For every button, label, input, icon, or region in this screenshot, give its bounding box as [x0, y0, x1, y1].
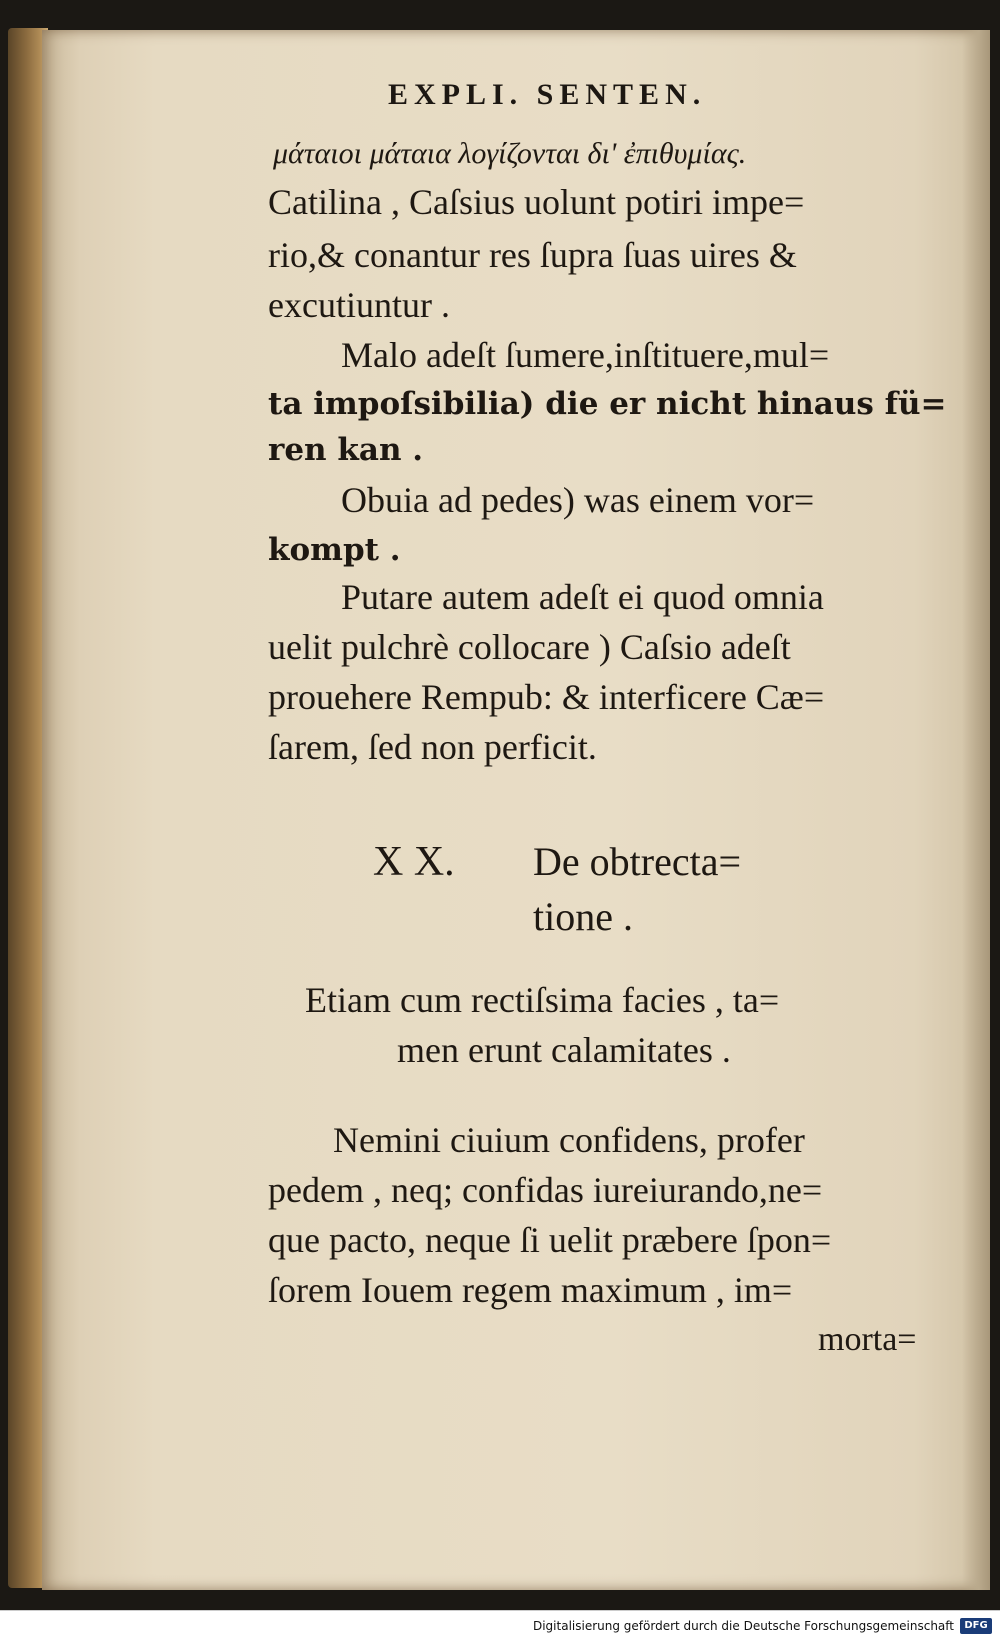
section-title: De obtrecta= — [533, 839, 742, 884]
text-line: prouehere Rempub: & interficere Cæ= — [268, 677, 825, 717]
text-line: ta impoſsibilia) die er nicht hinaus fü= — [268, 386, 947, 422]
text-line: Malo adeſt ſumere,inſtituere,mul= — [341, 335, 830, 375]
sentence-line: men erunt calamitates . — [397, 1030, 731, 1070]
section-number: X X. — [373, 839, 455, 885]
text-line: Nemini ciuium confidens, profer — [333, 1120, 805, 1160]
page-edge-shadow — [962, 30, 990, 1590]
text-line: Catilina , Caſsius uolunt potiri impe= — [268, 182, 805, 222]
text-line: excutiuntur . — [268, 285, 450, 325]
text-line: uelit pulchrè collocare ) Caſsio adeſt — [268, 627, 791, 667]
text-line: rio,& conantur res ſupra ſuas uires & — [268, 235, 797, 275]
text-line: ſarem, ſed non perficit. — [268, 727, 597, 767]
text-line: μάταιοι μάταια λογίζονται δι' ἐπιθυμίας. — [273, 137, 747, 170]
sentence-line: Etiam cum rectiſsima facies , ta= — [305, 980, 780, 1020]
text-line: que pacto, neque ſi uelit præbere ſpon= — [268, 1220, 832, 1260]
dfg-logo-icon: DFG — [960, 1618, 992, 1634]
catchword: morta= — [818, 1321, 917, 1358]
footer-bar — [0, 1610, 1000, 1641]
text-line: ren kan . — [268, 432, 424, 468]
section-title: tione . — [533, 894, 633, 939]
text-line: Obuia ad pedes) was einem vor= — [341, 480, 815, 520]
text-line: kompt . — [268, 532, 401, 568]
text-line: pedem , neq; confidas iureiurando,ne= — [268, 1170, 823, 1210]
text-line: ſorem Iouem regem maximum , im= — [268, 1270, 793, 1310]
text-line: Putare autem adeſt ei quod omnia — [341, 577, 824, 617]
footer-credit: Digitalisierung gefördert durch die Deutsche Forschungsgemeinschaft — [532, 1619, 954, 1633]
running-head: EXPLI. SENTEN. — [388, 78, 707, 111]
